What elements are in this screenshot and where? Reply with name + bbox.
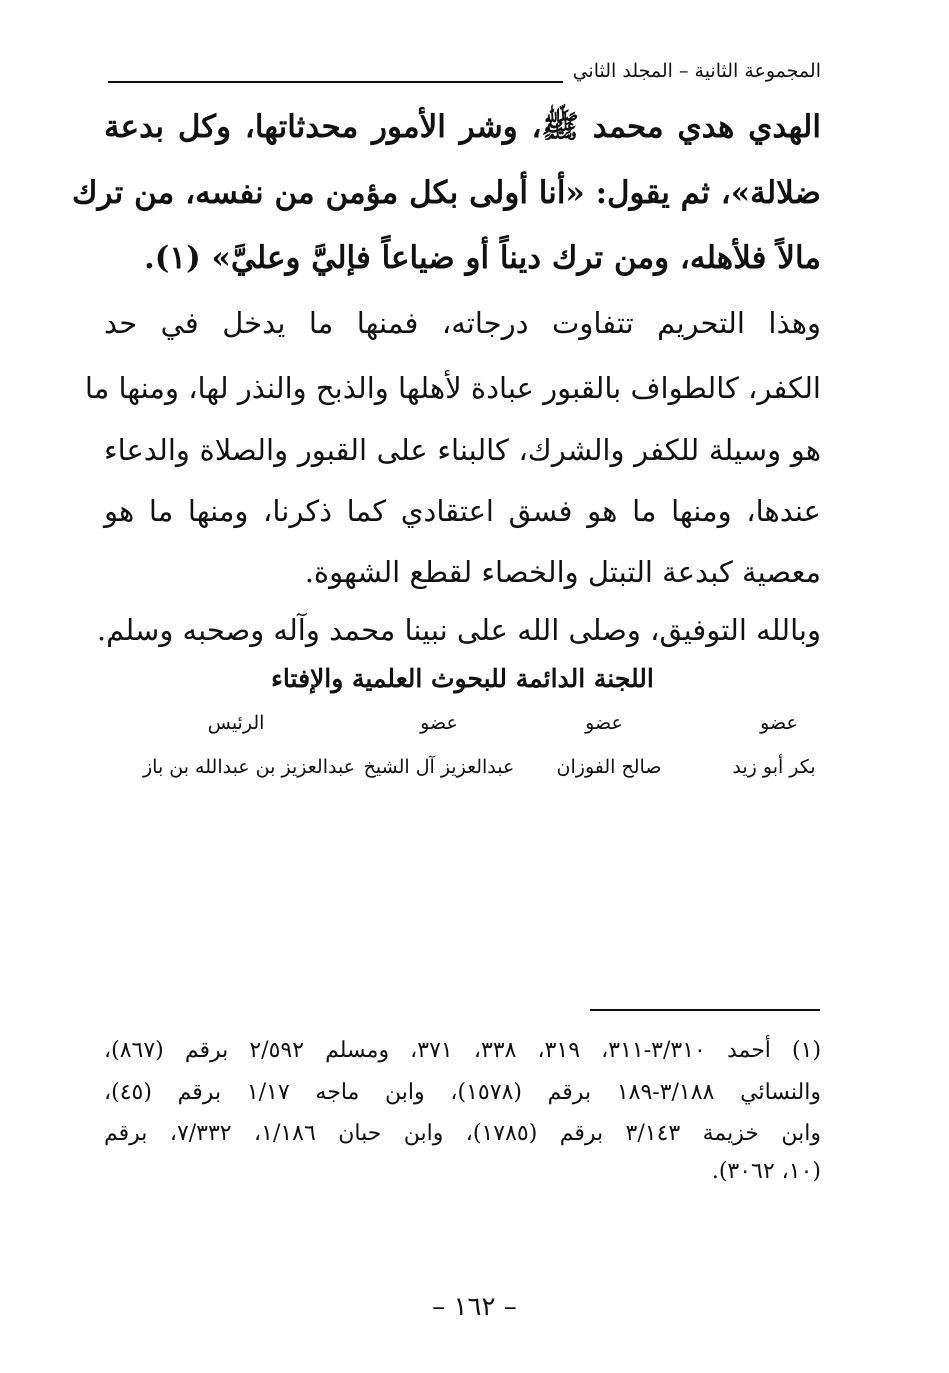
president-name: عبدالعزيز بن عبدالله بن باز — [142, 756, 356, 778]
paragraph-line-3: هو وسيلة للكفر والشرك، كالبناء على القبور والصلاة والدعاء — [104, 433, 821, 467]
paragraph-line-4: عندها، ومنها ما هو فسق اعتقادي كما ذكرنا، ومنها ما هو — [104, 494, 821, 528]
quote-line-1: الهدي هدي محمد ﷺ، وشر الأمور محدثاتها، وكل بدعة — [104, 109, 821, 145]
footnote-separator — [590, 1009, 820, 1011]
footnote-line-2: والنسائي ٣/١٨٨-١٨٩ برقم (١٥٧٨)، وابن ماجه ١/١٧ برقم (٤٥)، — [104, 1080, 821, 1105]
member-name: بكر أبو زيد — [732, 756, 816, 778]
quote-line-2: ضلالة»، ثم يقول: «أنا أولى بكل مؤمن من نفسه، من ترك — [72, 175, 821, 211]
paragraph-line-5: معصية كبدعة التبتل والخصاء لقطع الشهوة. — [304, 555, 821, 589]
member-role: عضو — [585, 712, 623, 734]
paragraph-line-1: وهذا التحريم تتفاوت درجاته، فمنها ما يدخل في حد — [104, 306, 821, 340]
member-name: صالح الفوزان — [556, 756, 662, 778]
footnote-line-4: (١٠، ٣٠٦٢). — [711, 1159, 821, 1184]
member-role: عضو — [760, 712, 798, 734]
paragraph-line-2: الكفر، كالطواف بالقبور عبادة لأهلها والذبح والنذر لها، ومنها ما — [84, 371, 821, 405]
closing-line: وبالله التوفيق، وصلى الله على نبينا محمد وآله وصحبه وسلم. — [96, 613, 821, 647]
member-name: عبدالعزيز آل الشيخ — [363, 756, 515, 778]
running-header: المجموعة الثانية – المجلد الثاني — [572, 60, 821, 82]
quote-line-3: مالاً فلأهله، ومن ترك ديناً أو ضياعاً فإليَّ وعليَّ» (١). — [143, 240, 821, 276]
footnote-line-1: (١) أحمد ٣/٣١٠-٣١١، ٣١٩، ٣٣٨، ٣٧١، ومسلم ٢/٥٩٢ برقم (٨٦٧)، — [104, 1038, 822, 1063]
president-role: الرئيس — [207, 712, 265, 734]
committee-title: اللجنة الدائمة للبحوث العلمية والإفتاء — [271, 664, 654, 693]
page-number: – ١٦٢ – — [432, 1292, 517, 1322]
footnote-line-3: وابن خزيمة ٣/١٤٣ برقم (١٧٨٥)، وابن حبان ١/١٨٦، ٧/٣٣٢، برقم — [104, 1121, 822, 1146]
header-rule — [108, 81, 563, 83]
member-role: عضو — [420, 712, 458, 734]
